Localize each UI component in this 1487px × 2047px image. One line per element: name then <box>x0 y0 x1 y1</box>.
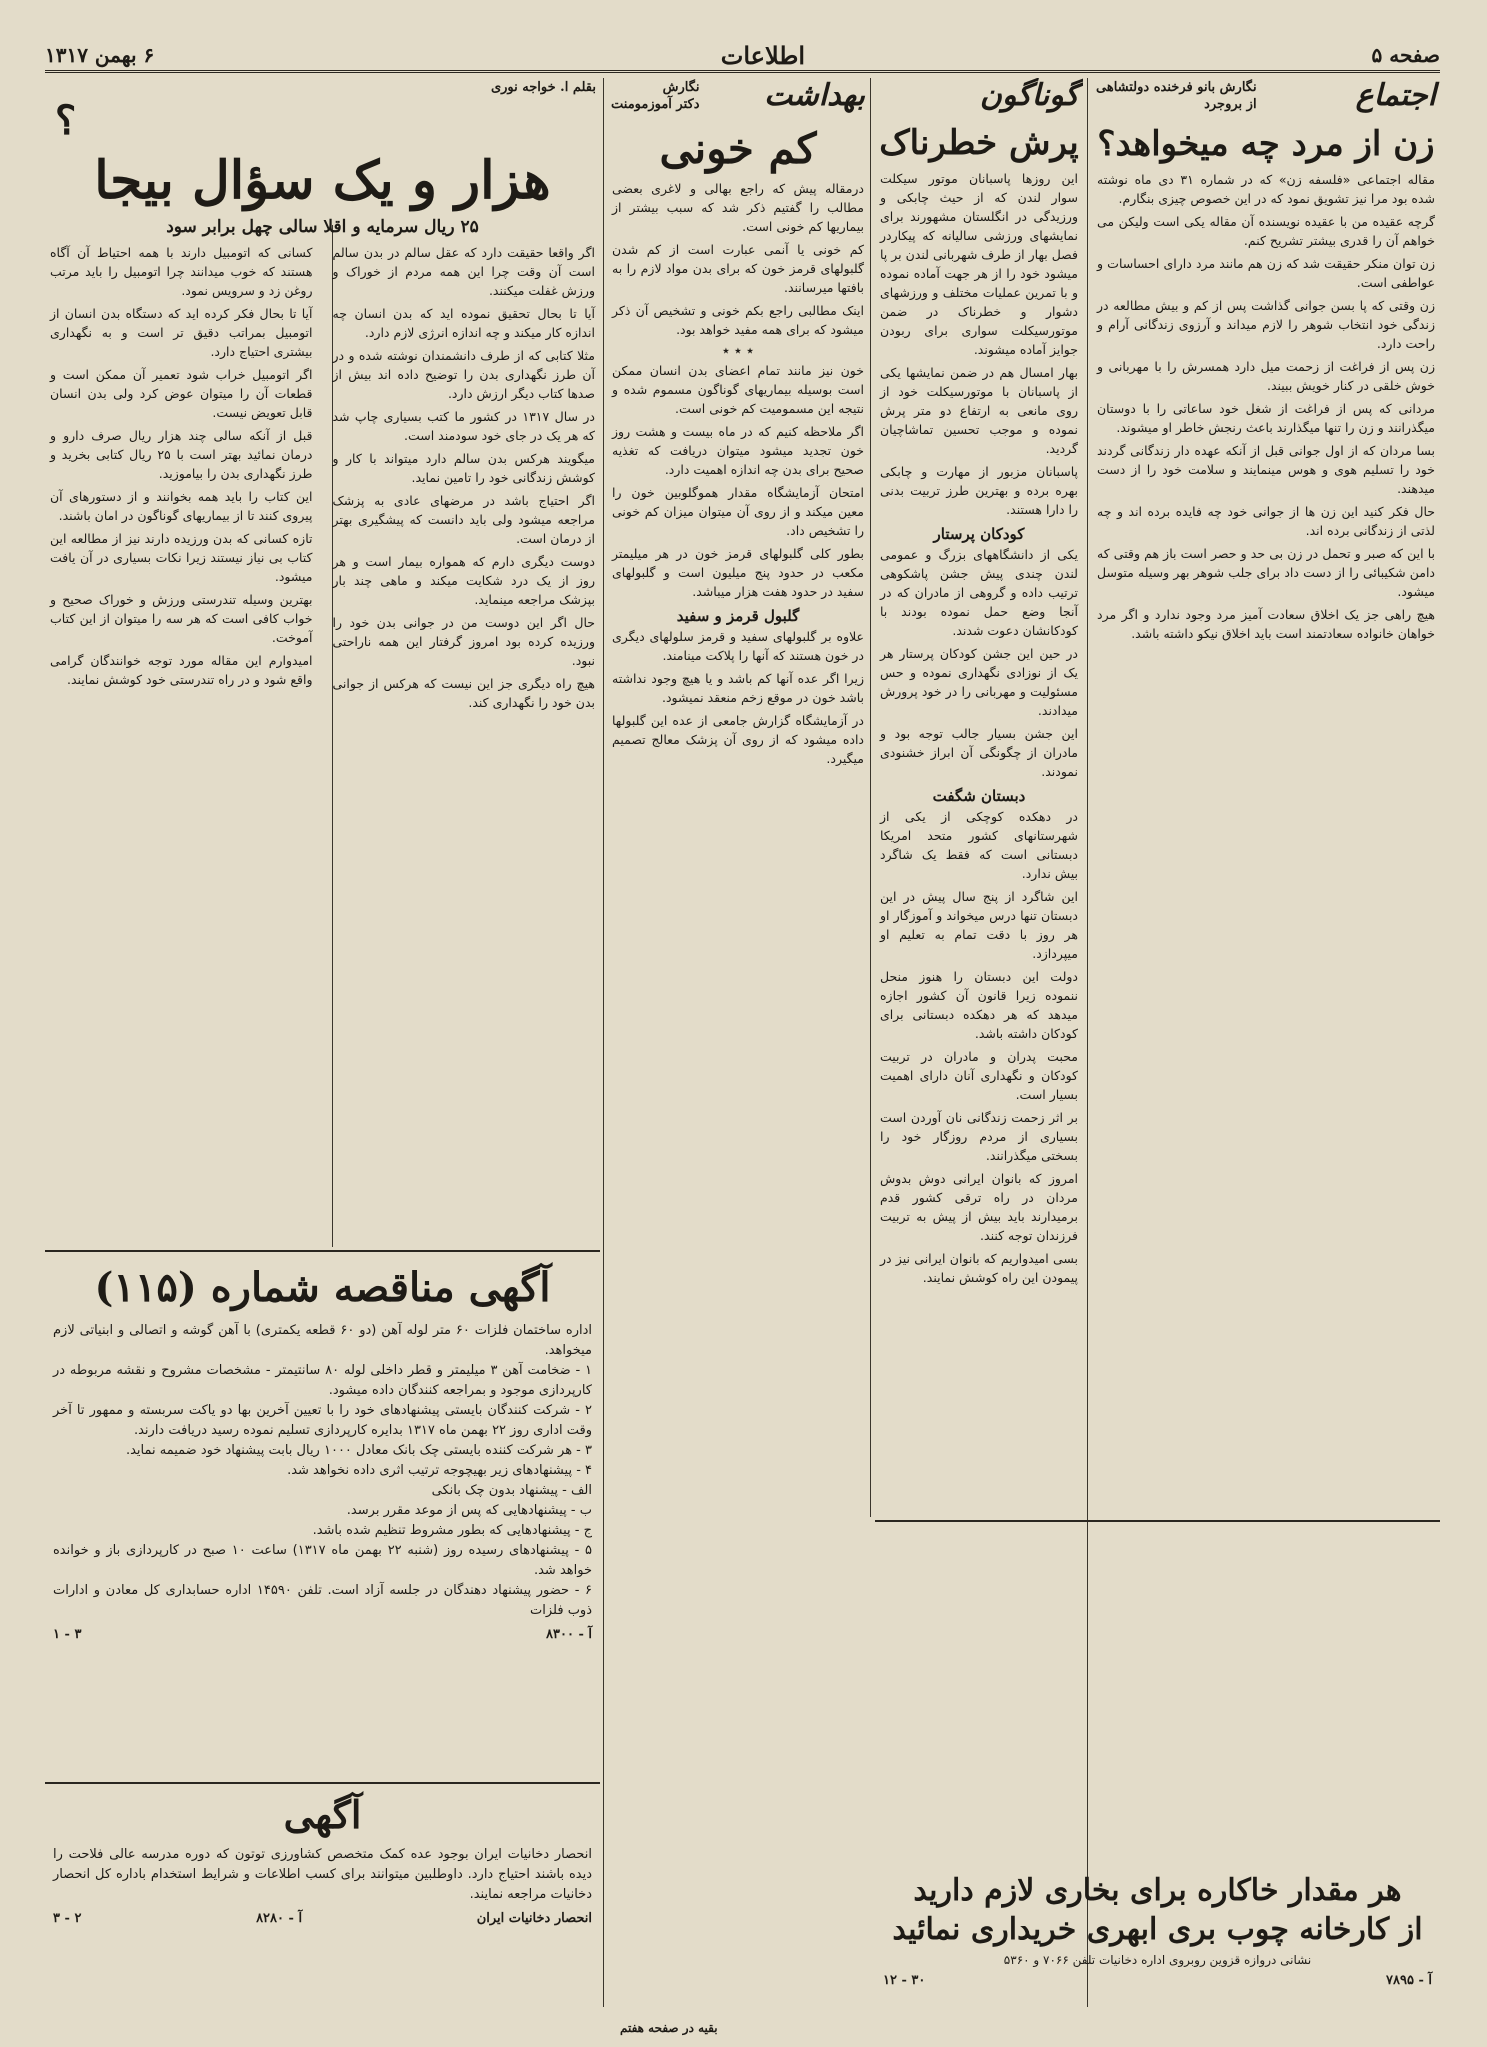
paragraph: درمقاله پیش که راجع بهالی و لاغری بعضی مطالب را گفتیم ذکر شد که سبب بیشتر از بیماریها کم خونی است. <box>612 181 864 234</box>
ad-line: ۳ - هر شرکت کننده بایستی چک بانک معادل ۱۰۰۰ ریال بابت پیشنهاد خود ضمیمه نماید. <box>125 1443 592 1458</box>
paragraph: این شاگرد از پنج سال پیش در این دبستان تنها درس میخواند و آموزگار او هر روز با دقت تمام به تعلیم او میپردازد. <box>880 889 1078 961</box>
paragraph: گرچه عقیده من با عقیده نویسنده آن مقاله یکی است ولیکن می خواهم آن را قدری بیشتر تشریح کنم. <box>1097 214 1435 248</box>
paragraph: با این که صبر و تحمل در زن بی حد و حصر است باز هم وقتی که دامن شکیبائی را از دست داد برای جلب شوهر بهر وسیله متوسل میشود. <box>1097 546 1435 599</box>
paragraph: این جشن بسیار جالب توجه بود و مادران از چگونگی آن ابراز خشنودی نمودند. <box>880 726 1078 779</box>
column-health <box>607 78 869 2007</box>
paragraph: محبت پدران و مادران در تربیت کودکان و نگهداری آنان دارای اهمیت بسیار است. <box>880 1049 1078 1102</box>
paragraph: مثلا کتابی که از طرف دانشمندان نوشته شده و در آن طرز نگهداری بدن را توضیح داده اند بیش از صدها کتاب دیگر ارزش دارد. <box>332 348 595 401</box>
paragraph: مردانی که پس از فراغت از شغل خود ساعاتی را با دوستان میگذرانند و زن را تنها میگذارند باعث رنجش خاطر او میشوند. <box>1097 401 1435 435</box>
subtitle: دبستان شگفت <box>932 787 1026 805</box>
question-mark-ornament: ؟ <box>55 97 77 144</box>
ad-ref-right: آ - ۷۸۹۵ <box>1386 1973 1432 1988</box>
paragraph: امتحان آزمایشگاه مقدار هموگلوبین خون را معین میکند و از روی آن میتوان میزان کم خونی را تشخیص داد. <box>612 485 864 538</box>
page-number: صفحه ۵ <box>1371 43 1440 67</box>
column-thousand-questions <box>45 78 600 1247</box>
paragraph: در دهکده کوچکی از یکی از شهرستانهای کشور متحد امریکا دبستانی است که فقط یک شاگرد بیش ندارد. <box>880 809 1078 881</box>
ad-line: ج - پیشنهادهایی که بطور مشروط تنظیم شده باشد. <box>312 1523 592 1538</box>
article-headline: زن از مرد چه میخواهد؟ <box>1097 124 1435 164</box>
article-subbyline: از بروجرد <box>1204 97 1257 112</box>
paragraph: این کتاب را باید همه بخوانند و از دستورهای آن پیروی کنند تا از بیماریهای گوناگون در امان باشند. <box>50 489 313 523</box>
sawdust-advertisement <box>875 1525 1440 2005</box>
ad-ref-mid: آ - ۸۲۸۰ <box>256 1911 303 1926</box>
ad-text: انحصار دخانیات ایران بوجود عده کمک متخصص کشاورزی توتون که دوره مدرسه عالی فلاحت را دیده باشند احتیاج دارد. داوطلبین میتوانند برای کسب اطلاعات و شرایط استخدام باداره کل انحصار دخانیات مراجعه نمایند. <box>53 1847 592 1902</box>
subtitle: کودکان پرستار <box>933 525 1025 543</box>
article-byline: نگارش بانو فرخنده دولتشاهی <box>1096 80 1257 95</box>
paragraph: در حین این جشن کودکان پرستار هر یک از نوزادی نگهداری نموده و حس مسئولیت و مهربانی را در خود پرورش میدادند. <box>880 646 1078 718</box>
paragraph: زن توان منکر حقیقت شد که زن هم مانند مرد دارای احساسات و عواطفی است. <box>1097 256 1435 290</box>
column-rule <box>603 78 604 2007</box>
section-label-health: بهداشت <box>764 78 865 113</box>
issue-date: ۶ بهمن ۱۳۱۷ <box>45 43 155 67</box>
paragraph: هیچ راه دیگری جز این نیست که هرکس از جوانی بدن خود را نگهداری کند. <box>332 676 595 710</box>
notice-advertisement <box>45 1790 600 2010</box>
paragraph: حال اگر این دوست من در جوانی بدن خود را ورزیده کرده بود امروز گرفتار این همه ناراحتی نبود. <box>332 615 595 668</box>
article-headline: کم خونی <box>659 124 817 173</box>
ad-line: ۱ - ضخامت آهن ۳ میلیمتر و قطر داخلی لوله ۸۰ سانتیمتر - مشخصات مشروح و نقشه مربوطه در کارپردازی موجود و بمراجعه کنندگان داده میشود. <box>53 1363 593 1398</box>
paragraph: کسانی که اتومبیل دارند با همه احتیاط آن آگاه هستند که خوب میدانند چرا اتومبیل را باید مرتب روغن زد و سرویس نمود. <box>50 245 313 298</box>
article-headline: پرش خطرناک <box>879 123 1079 163</box>
ad-address: نشانی دروازه قزوین روبروی اداره دخانیات تلفن ۷۰۶۶ و ۵۳۶۰ <box>1003 1953 1312 1967</box>
paragraph: تازه کسانی که بدن ورزیده دارند نیز از مطالعه این کتاب بی نیاز نیستند زیرا نکات بسیاری در آن یافت میشود. <box>50 531 313 584</box>
continued-note: بقیه در صفحه هفتم <box>620 2021 718 2035</box>
paragraph: امروز که بانوان ایرانی دوش بدوش مردان در راه ترقی کشور قدم برمیدارند باید بیش از پیش به تربیت فرزندان توجه کنند. <box>880 1171 1078 1243</box>
divider <box>45 1782 600 1784</box>
paragraph: این روزها پاسبانان موتور سیکلت سوار لندن که از حیث چابکی و ورزیدگی در انگلستان مشهورند برای نمایشهای ورزشی سالیانه که پیکاردر فصل بهار از طرف شهربانی لندن بر پا میشود خود را از هر جهت آماده نموده و با تمرین عملیات مختلف و ورزشهای دشوار و خطرناک در ضمن موتورسیکلت سواری برای ربودن جوایز آماده میشوند. <box>880 171 1078 357</box>
article-headline: هزار و یک سؤال بیجا <box>94 150 551 211</box>
paragraph: مقاله اجتماعی «فلسفه زن» که در شماره ۳۱ دی ماه نوشته شده بود مرا نیز تشویق نمود که در این خصوص چیزی بنگارم. <box>1097 172 1435 206</box>
paragraph: حال فکر کنید این زن ها از جوانی خود چه فایده برده اند و چه لذتی از زندگانی برده اند. <box>1097 504 1435 538</box>
ad-line: ۲ - شرکت کنندگان بایستی پیشنهادهای خود را با تعیین آخرین بها دو یاکت سربسته و ممهور تا آخر وقت اداری روز ۲۲ بهمن ماه ۱۳۱۷ بدایره کارپردازی تسلیم نموده رسید دریافت دارند. <box>53 1403 592 1438</box>
paragraph: آیا تا بحال فکر کرده اید که دستگاه بدن انسان از اتومبیل بمراتب دقیق تر است و به نگهداری بیشتری احتیاج دارد. <box>50 306 313 359</box>
ad-reference <box>53 1911 592 1926</box>
paragraph: زن وقتی که پا بسن جوانی گذاشت پس از کم و بیش مطالعه در زندگی خود انتخاب شوهر را لازم میداند و آرزوی زندگانی آرام و راحت دارد. <box>1097 298 1435 351</box>
paragraph: بهار امسال هم در ضمن نمایشها یکی از پاسبانان با موتورسیکلت خود از روی مانعی به ارتفاع دو متر پرش نموده و موجب تحسین تماشاچیان گردید. <box>880 365 1078 456</box>
ad-line: ۴ - پیشنهادهای زیر بهیچوجه ترتیب اثری داده نخواهد شد. <box>287 1463 592 1478</box>
paragraph: بطور کلی گلبولهای قرمز خون در هر میلیمتر مکعب در حدود پنج میلیون است و گلبولهای سفید در حدود هفت هزار میباشد. <box>612 546 864 599</box>
paragraph: زیرا اگر عده آنها کم باشد و یا هیچ وجود نداشته باشد خون در موقع زخم منعقد نمیشود. <box>612 671 864 705</box>
column-rule <box>870 78 871 1517</box>
paragraph: کم خونی یا آنمی عبارت است از کم شدن گلبولهای قرمز خون که برای بدن مواد لازم را به بافتها میرسانند. <box>612 242 864 295</box>
paragraph: امیدوارم این مقاله مورد توجه خوانندگان گرامی واقع شود و در راه تندرستی خود کوشش نمایند. <box>50 653 313 687</box>
paragraph: آیا تا بحال تحقیق نموده اید که بدن انسان چه اندازه کار میکند و چه اندازه انرژی لازم دارد. <box>332 306 595 340</box>
masthead <box>45 40 1440 73</box>
paragraph: اگر اتومبیل خراب شود تعمیر آن ممکن است و قطعات آن را میتوان عوض کرد ولی بدن انسان قابل تعویض نیست. <box>50 367 313 420</box>
paper-name: اطلاعات <box>720 40 806 70</box>
paragraph: بر اثر زحمت زندگانی نان آوردن است بسیاری از مردم روزگار خود را بسختی میگذرانند. <box>880 1110 1078 1163</box>
ad-line: ۶ - حضور پیشنهاد دهندگان در جلسه آزاد است. تلفن ۱۴۵۹۰ اداره حسابداری کل معادن و ادارات ذوب فلزات <box>53 1583 592 1618</box>
paragraph: پاسبانان مزبور از مهارت و چابکی بهره برده و بهترین طرز تربیت بدنی را دارا هستند. <box>880 464 1078 517</box>
ad-reference <box>53 1627 592 1642</box>
subtitle: گلبول قرمز و سفید <box>676 607 800 625</box>
article-subhead: ۲۵ ریال سرمایه و اقلا سالی چهل برابر سود <box>166 217 479 237</box>
ad-ref-left: ۳۰ - ۱۲ <box>883 1973 926 1988</box>
divider <box>875 1520 1440 1522</box>
ad-ref-left: ۳ - ۱ <box>53 1627 82 1642</box>
article-byline: بقلم ا. خواجه نوری <box>490 80 596 95</box>
ad-reference <box>883 1973 1432 1988</box>
ad-line: ۵ - پیشنهادهای رسیده روز (شنبه ۲۲ بهمن ماه ۱۳۱۷) ساعت ۱۰ صبح در کارپردازی باز و خوانده خواهد شد. <box>53 1543 593 1578</box>
paragraph: دوست دیگری دارم که همواره بیمار است و هر روز از یک درد شکایت میکند و ماهی چند بار بپزشک مراجعه مینماید. <box>332 554 595 607</box>
paragraph: در سال ۱۳۱۷ در کشور ما کتب بسیاری چاپ شد که هر یک در جای خود سودمند است. <box>332 409 595 443</box>
subcolumn-right <box>328 243 601 716</box>
ad-line: الف - پیشنهاد بدون چک بانکی <box>431 1483 592 1498</box>
paragraph: در آزمایشگاه گزارش جامعی از عده این گلبولها داده میشود که از روی آن پزشک معالج تصمیم میگیرد. <box>612 713 864 766</box>
paragraph: علاوه بر گلبولهای سفید و قرمز سلولهای دیگری در خون هستند که آنها را پلاکت مینامند. <box>612 629 864 663</box>
paragraph: اینک مطالبی راجع بکم خونی و تشخیص آن ذکر میشود که برای همه مفید خواهد بود. <box>612 303 864 337</box>
separator-stars: ٭ ٭ ٭ <box>722 343 754 359</box>
paragraph: بهترین وسیله تندرستی ورزش و خوراک صحیح و خواب کافی است که هر سه را میتوان از این کتاب آموخت. <box>50 592 313 645</box>
tender-advertisement <box>45 1258 600 1778</box>
ad-ref-left: ۲ - ۳ <box>53 1911 82 1926</box>
paragraph: قبل از آنکه سالی چند هزار ریال صرف دارو و درمان نمائید بهتر است با ۲۵ ریال کتابی بخرید و طرز نگهداری بدن را بیاموزید. <box>50 428 313 481</box>
section-label-society: اجتماع <box>1355 78 1436 113</box>
paragraph: میگویند هرکس بدن سالم دارد میتواند با کار و کوشش زندگانی خود را تامین نماید. <box>332 451 595 485</box>
paragraph: اگر احتیاج باشد در مرضهای عادی به پزشک مراجعه میشود ولی باید دانست که پیشگیری بهتر از درمان است. <box>332 493 595 546</box>
section-label-misc: گوناگون <box>979 78 1079 113</box>
paragraph: دولت این دبستان را هنوز منحل ننموده زیرا قانون آن کشور اجازه میدهد که هر دهکده دبستانی برای کودکان داشته باشد. <box>880 969 1078 1041</box>
article-byline: نگارش <box>662 80 700 95</box>
ad-title: آگهی <box>283 1792 362 1837</box>
paragraph: اگر واقعا حقیقت دارد که عقل سالم در بدن سالم است آن وقت چرا این همه مردم از خوراک و ورزش غفلت میکنند. <box>332 245 595 298</box>
ad-ref-right: آ - ۸۳۰۰ <box>546 1627 592 1642</box>
ad-headline-1: هر مقدار خاکاره برای بخاری لازم دارید <box>913 1873 1402 1908</box>
column-misc <box>875 78 1083 1512</box>
subcolumn-left <box>45 243 318 716</box>
paragraph: هیچ راهی جز یک اخلاق سعادت آمیز مرد وجود ندارد و اگر مرد خواهان خانواده سعادتمند است باید اخلاق نیکو داشته باشد. <box>1097 607 1435 641</box>
divider <box>45 1250 600 1252</box>
ad-headline-2: از کارخانه چوب بری ابهری خریداری نمائید <box>892 1912 1423 1947</box>
paragraph: اگر ملاحظه کنیم که در ماه بیست و هشت روز خون تجدید میشود میتوان دریافت که تغذیه صحیح برای بدن چه اندازه اهمیت دارد. <box>612 424 864 477</box>
paragraph: بسی امیدواریم که بانوان ایرانی نیز در پیمودن این راه کوشش نمایند. <box>880 1251 1078 1285</box>
paragraph: زن پس از فراغت از زحمت میل دارد همسرش را با مهربانی و خوش خلقی در کنار خویش ببیند. <box>1097 359 1435 393</box>
article-author: دکتر آموزمومنت <box>611 97 700 112</box>
ad-line: اداره ساختمان فلزات ۶۰ متر لوله آهن (دو ۶۰ قطعه یکمتری) با آهن گوشه و اتصالی و ابنیاتی لازم میخواهد. <box>53 1323 592 1358</box>
paragraph: خون نیز مانند تمام اعضای بدن انسان ممکن است بوسیله بیماریهای گوناگون مسموم شده و نتیجه این مسمومیت کم خونی است. <box>612 363 864 416</box>
paragraph: یکی از دانشگاههای بزرگ و عمومی لندن چندی پیش جشن پاشکوهی ترتیب داده و گروهی از مادران که در آنجا وضع حمل نموده بودند با کودکانشان دعوت شدند. <box>880 547 1078 638</box>
ad-ref-right: انحصار دخانیات ایران <box>476 1911 592 1926</box>
paragraph: بسا مردان که از اول جوانی قبل از آنکه عهده دار زندگانی گردند خود را تسلیم هوی و هوس مینمایند و سلامت خود را از دست میدهند. <box>1097 443 1435 496</box>
ad-title: آگهی مناقصه شماره (۱۱۵) <box>94 1264 551 1311</box>
ad-line: ب - پیشنهادهایی که پس از موعد مقرر برسد. <box>346 1503 592 1518</box>
